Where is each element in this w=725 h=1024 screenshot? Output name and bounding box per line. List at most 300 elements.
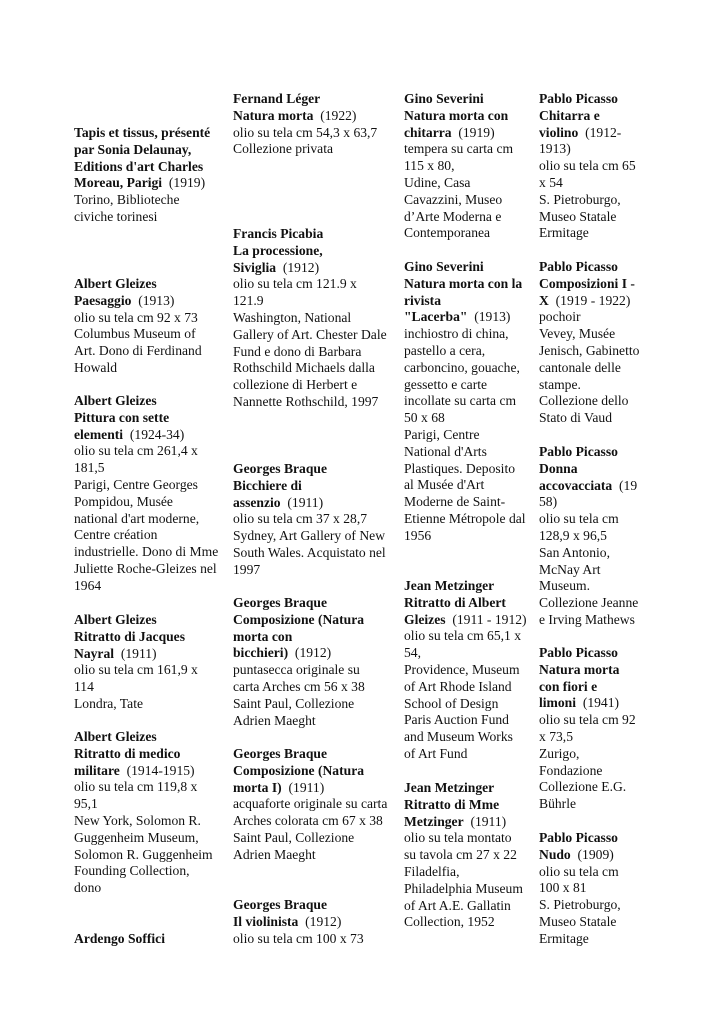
- entry-line: [74, 192, 232, 209]
- entry-line: [539, 712, 651, 729]
- entry-text: Torino, Biblioteche: [74, 192, 180, 208]
- entry-line: [74, 813, 232, 830]
- entry-text: al Musée d'Art: [404, 477, 485, 493]
- entry-line: [404, 141, 538, 158]
- entry-line: [74, 293, 232, 310]
- entry-line: [233, 746, 403, 763]
- entry-line: [539, 695, 651, 712]
- entry-line: [233, 629, 403, 646]
- entry-line: [233, 344, 403, 361]
- entry-text: S. Pietroburgo,: [539, 897, 621, 913]
- entry-line: [74, 276, 232, 293]
- entry-line: [74, 863, 232, 880]
- entry-bold-text: Albert Gleizes: [74, 393, 157, 408]
- entry-line: [404, 125, 538, 142]
- entry-line: [539, 847, 651, 864]
- entry-text: Collezione E.G.: [539, 779, 627, 795]
- entry-text: (19: [612, 477, 638, 493]
- entry-line: [404, 814, 538, 831]
- entry-bold-text: Natura morta con la: [404, 275, 523, 291]
- entry-line: [404, 864, 538, 881]
- entry-text: 50 x 68: [404, 410, 445, 426]
- entry-text: acquaforte originale su carta: [233, 796, 388, 812]
- artwork-entry: [74, 931, 232, 948]
- entry-line: [404, 175, 538, 192]
- entry-line: [233, 226, 403, 243]
- entry-line: [404, 276, 538, 293]
- entry-bold-text: Composizione (Natura: [233, 611, 365, 627]
- entry-text: incollate su carta cm: [404, 393, 517, 409]
- entry-line: [404, 91, 538, 108]
- entry-text: Founding Collection,: [74, 863, 190, 879]
- artwork-entry: [404, 578, 538, 763]
- entry-text: S. Pietroburgo,: [539, 191, 621, 207]
- entry-text: x 73,5: [539, 728, 573, 744]
- entry-line: [74, 578, 232, 595]
- entry-line: [233, 813, 403, 830]
- entry-text: Adrien Maeght: [233, 846, 316, 862]
- entry-line: [74, 746, 232, 763]
- entry-bold-text: elementi: [74, 426, 124, 442]
- entry-text: x 54: [539, 174, 563, 190]
- entry-line: [539, 746, 651, 763]
- entry-text: 95,1: [74, 796, 98, 812]
- entry-line: [74, 662, 232, 679]
- entry-text: Solomon R. Guggenheim: [74, 846, 213, 862]
- entry-bold-text: Tapis et tissus, présenté: [74, 125, 211, 140]
- entry-line: [233, 293, 403, 310]
- entry-line: [539, 309, 651, 326]
- entry-line: [74, 763, 232, 780]
- entry-bold-text: Albert Gleizes: [74, 729, 157, 744]
- entry-text: Moderne de Saint-: [404, 494, 506, 510]
- entry-text: and Museum Works: [404, 729, 513, 745]
- artwork-entry: [233, 746, 403, 864]
- entry-text: Jenisch, Gabinetto: [539, 342, 640, 358]
- entry-line: [74, 393, 232, 410]
- entry-text: Cavazzini, Museo: [404, 191, 503, 207]
- entry-text: (1919): [451, 124, 495, 140]
- entry-line: [404, 696, 538, 713]
- entry-bold-text: violino: [539, 124, 579, 140]
- entry-line: [233, 931, 403, 948]
- entry-text: Philadelphia Museum: [404, 880, 523, 896]
- entry-text: olio su tela cm 119,8 x: [74, 779, 198, 795]
- entry-line: [74, 125, 232, 142]
- entry-bold-text: Ritratto di Albert: [404, 594, 506, 610]
- entry-line: [233, 108, 403, 125]
- entry-line: [74, 544, 232, 561]
- entry-line: [233, 645, 403, 662]
- entry-line: [233, 511, 403, 528]
- entry-line: [404, 914, 538, 931]
- entry-bold-text: Metzinger: [404, 813, 464, 829]
- entry-bold-text: Gino Severini: [404, 91, 484, 106]
- entry-bold-text: Francis Picabia: [233, 226, 324, 241]
- entry-text: (1909): [570, 846, 614, 862]
- entry-line: [539, 343, 651, 360]
- entry-line: [539, 645, 651, 662]
- entry-line: [404, 746, 538, 763]
- entry-text: Collezione Jeanne: [539, 595, 639, 611]
- entry-text: (1911): [280, 494, 324, 510]
- entry-text: olio su tela cm 100 x 73: [233, 930, 364, 946]
- entry-line: [539, 612, 651, 629]
- entry-line: [539, 897, 651, 914]
- entry-line: [404, 427, 538, 444]
- entry-line: [539, 914, 651, 931]
- entry-line: [404, 595, 538, 612]
- artwork-entry: [233, 595, 403, 729]
- entry-line: [404, 209, 538, 226]
- entry-text: cantonale delle: [539, 359, 621, 375]
- entry-text: Arches colorata cm 67 x 38: [233, 813, 383, 829]
- entry-text: Collection, 1952: [404, 914, 495, 930]
- entry-bold-text: Georges Braque: [233, 746, 328, 761]
- entry-text: South Wales. Acquistato nel: [233, 544, 386, 560]
- entry-line: [74, 142, 232, 159]
- entry-line: [539, 360, 651, 377]
- entry-bold-text: Georges Braque: [233, 461, 328, 476]
- entry-line: [74, 679, 232, 696]
- entry-line: [539, 662, 651, 679]
- entry-bold-text: Gleizes: [404, 611, 446, 627]
- entry-line: [233, 830, 403, 847]
- entry-line: [233, 360, 403, 377]
- entry-text: Fondazione: [539, 762, 603, 778]
- entry-text: (1913): [131, 292, 175, 308]
- artwork-entry: [404, 259, 538, 545]
- entry-text: Museo Statale: [539, 208, 617, 224]
- entry-bold-text: Donna: [539, 460, 578, 476]
- entry-line: [74, 931, 232, 948]
- entry-line: [233, 276, 403, 293]
- entry-bold-text: Paesaggio: [74, 292, 132, 308]
- entry-text: olio su tela cm: [539, 511, 619, 527]
- entry-line: [233, 679, 403, 696]
- entry-bold-text: Natura morta con: [404, 107, 509, 123]
- entry-text: (1941): [576, 695, 620, 711]
- entry-bold-text: chitarra: [404, 124, 452, 140]
- entry-line: [404, 343, 538, 360]
- entry-line: [539, 377, 651, 394]
- entry-text: Contemporanea: [404, 225, 491, 241]
- entry-line: [74, 477, 232, 494]
- entry-line: [539, 796, 651, 813]
- entry-bold-text: par Sonia Delaunay,: [74, 141, 192, 157]
- entry-bold-text: Pablo Picasso: [539, 444, 618, 459]
- entry-line: [233, 780, 403, 797]
- entry-text: Parigi, Centre Georges: [74, 476, 198, 492]
- entry-text: Collezione dello: [539, 393, 629, 409]
- entry-text: National d'Arts: [404, 443, 487, 459]
- entry-text: pochoir: [539, 309, 581, 325]
- entry-bold-text: Composizione (Natura: [233, 762, 365, 778]
- entry-line: [404, 830, 538, 847]
- entry-line: [404, 377, 538, 394]
- entry-line: [233, 461, 403, 478]
- entry-line: [74, 629, 232, 646]
- entry-line: [233, 260, 403, 277]
- entry-line: [233, 327, 403, 344]
- entry-text: (1924-34): [123, 426, 185, 442]
- entry-line: [233, 528, 403, 545]
- entry-line: [233, 394, 403, 411]
- entry-text: civiche torinesi: [74, 208, 158, 224]
- artwork-entry: [233, 226, 403, 411]
- artwork-entry: [539, 91, 651, 242]
- artwork-entry: [74, 276, 232, 377]
- entry-text: olio su tela cm 54,3 x 63,7: [233, 124, 378, 140]
- entry-line: [404, 225, 538, 242]
- entry-line: [404, 158, 538, 175]
- entry-text: School of Design: [404, 695, 499, 711]
- entry-line: [539, 393, 651, 410]
- entry-bold-text: Nayral: [74, 645, 115, 661]
- entry-text: New York, Solomon R.: [74, 812, 201, 828]
- entry-text: Museum.: [539, 578, 590, 594]
- entry-text: olio su tela montato: [404, 830, 512, 846]
- entry-text: olio su tela cm 261,4 x: [74, 443, 198, 459]
- entry-text: gessetto e carte: [404, 376, 488, 392]
- entry-text: of Art Rhode Island: [404, 678, 512, 694]
- entry-line: [233, 91, 403, 108]
- entry-text: tempera su carta cm: [404, 141, 514, 157]
- entry-bold-text: Nudo: [539, 846, 571, 862]
- entry-text: olio su tela cm 65,1 x: [404, 628, 522, 644]
- entry-text: Londra, Tate: [74, 695, 144, 711]
- entry-text: Saint Paul, Collezione: [233, 829, 355, 845]
- entry-bold-text: militare: [74, 762, 120, 778]
- entry-bold-text: assenzio: [233, 494, 281, 510]
- entry-line: [539, 326, 651, 343]
- entry-line: [74, 460, 232, 477]
- entry-line: [404, 898, 538, 915]
- entry-text: 54,: [404, 645, 421, 661]
- entry-text: (1911): [114, 645, 157, 661]
- entry-bold-text: Albert Gleizes: [74, 276, 157, 291]
- entry-bold-text: Ritratto di Jacques: [74, 628, 186, 644]
- entry-line: [539, 729, 651, 746]
- entry-text: e Irving Mathews: [539, 611, 635, 627]
- entry-line: [404, 578, 538, 595]
- entry-line: [74, 612, 232, 629]
- entry-text: 114: [74, 679, 94, 695]
- entry-line: [539, 864, 651, 881]
- entry-line: [74, 561, 232, 578]
- entry-bold-text: con fiori e: [539, 678, 598, 694]
- entry-line: [539, 763, 651, 780]
- entry-text: Columbus Museum of: [74, 326, 196, 342]
- entry-text: 181,5: [74, 460, 105, 476]
- entry-text: (1914-1915): [119, 762, 195, 778]
- artwork-entry: [74, 729, 232, 897]
- entry-bold-text: Pablo Picasso: [539, 645, 618, 660]
- entry-bold-text: Chitarra e: [539, 107, 600, 123]
- entry-text: (1912): [288, 645, 332, 661]
- artwork-entry: [233, 897, 403, 947]
- entry-text: su tavola cm 27 x 22: [404, 847, 517, 863]
- entry-line: [233, 897, 403, 914]
- artwork-entry: [539, 645, 651, 813]
- entry-text: Parigi, Centre: [404, 426, 480, 442]
- entry-text: stampe.: [539, 376, 581, 392]
- entry-line: [539, 880, 651, 897]
- entry-line: [233, 847, 403, 864]
- entry-line: [233, 914, 403, 931]
- entry-line: [404, 511, 538, 528]
- entry-text: (1911): [281, 779, 325, 795]
- entry-text: olio su tela cm: [539, 863, 619, 879]
- entry-text: Stato di Vaud: [539, 410, 613, 426]
- entry-text: 115 x 80,: [404, 158, 455, 174]
- entry-line: [404, 108, 538, 125]
- entry-text: d’Arte Moderna e: [404, 208, 502, 224]
- entry-bold-text: Albert Gleizes: [74, 612, 157, 627]
- entry-line: [539, 259, 651, 276]
- entry-line: [404, 259, 538, 276]
- entry-line: [539, 562, 651, 579]
- entry-bold-text: Ardengo Soffici: [74, 931, 165, 946]
- entry-text: 1997: [233, 561, 261, 577]
- entry-text: Providence, Museum: [404, 661, 520, 677]
- entry-line: [539, 192, 651, 209]
- entry-bold-text: Georges Braque: [233, 897, 328, 912]
- entry-bold-text: Pablo Picasso: [539, 91, 618, 106]
- entry-line: [233, 763, 403, 780]
- entry-line: [539, 108, 651, 125]
- entry-line: [404, 712, 538, 729]
- entry-line: [539, 293, 651, 310]
- entry-text: Bührle: [539, 796, 576, 812]
- entry-line: [74, 511, 232, 528]
- entry-text: 1956: [404, 527, 432, 543]
- entry-text: puntasecca originale su: [233, 662, 360, 678]
- entry-line: [74, 360, 232, 377]
- entry-text: olio su tela cm 92 x 73: [74, 309, 198, 325]
- entry-line: [404, 293, 538, 310]
- entry-text: Juliette Roche-Gleizes nel: [74, 560, 217, 576]
- entry-text: (1911): [463, 813, 507, 829]
- entry-line: [74, 796, 232, 813]
- entry-line: [539, 444, 651, 461]
- entry-bold-text: Georges Braque: [233, 595, 328, 610]
- entry-bold-text: Jean Metzinger: [404, 780, 495, 795]
- entry-line: [74, 646, 232, 663]
- entry-text: 128,9 x 96,5: [539, 527, 607, 543]
- entry-text: 58): [539, 494, 558, 510]
- entry-line: [404, 679, 538, 696]
- entry-text: 121.9: [233, 293, 264, 309]
- entry-bold-text: Gino Severini: [404, 259, 484, 274]
- entry-line: [74, 527, 232, 544]
- entry-line: [233, 662, 403, 679]
- entry-bold-text: "Lacerba": [404, 309, 468, 325]
- entry-line: [74, 729, 232, 746]
- entry-bold-text: rivista: [404, 292, 441, 308]
- entry-text: Udine, Casa: [404, 174, 471, 190]
- entry-text: Rothschild Michaels dalla: [233, 360, 375, 376]
- artwork-entry: [539, 444, 651, 629]
- artwork-entry: [233, 461, 403, 579]
- entry-line: [233, 713, 403, 730]
- entry-text: Ermitage: [539, 225, 589, 241]
- entry-line: [233, 310, 403, 327]
- entry-bold-text: Ritratto di medico: [74, 745, 181, 761]
- artwork-entry: [74, 612, 232, 713]
- entry-bold-text: Pittura con sette: [74, 409, 170, 425]
- entry-line: [74, 343, 232, 360]
- entry-text: Museo Statale: [539, 913, 617, 929]
- entry-text: carta Arches cm 56 x 38: [233, 678, 365, 694]
- entry-text: national d'art moderne,: [74, 510, 200, 526]
- entry-line: [74, 209, 232, 226]
- entry-line: [539, 209, 651, 226]
- entry-line: [233, 696, 403, 713]
- entry-line: [404, 393, 538, 410]
- entry-text: olio su tela cm 161,9 x: [74, 662, 198, 678]
- entry-line: [404, 628, 538, 645]
- entry-bold-text: Pablo Picasso: [539, 259, 618, 274]
- entry-line: [539, 511, 651, 528]
- entry-line: [74, 696, 232, 713]
- entry-line: [404, 444, 538, 461]
- entry-text: (1912): [276, 259, 320, 275]
- entry-text: Nannette Rothschild, 1997: [233, 393, 379, 409]
- entry-line: [74, 427, 232, 444]
- entry-bold-text: Il violinista: [233, 913, 299, 929]
- entry-line: [539, 478, 651, 495]
- entry-bold-text: Fernand Léger: [233, 91, 321, 106]
- entry-bold-text: La processione,: [233, 242, 323, 258]
- entry-text: Fund e dono di Barbara: [233, 343, 362, 359]
- entry-text: industrielle. Dono di Mme: [74, 544, 219, 560]
- entry-text: olio su tela cm 92: [539, 712, 636, 728]
- entry-bold-text: limoni: [539, 695, 577, 711]
- entry-line: [539, 125, 651, 142]
- entry-line: [539, 494, 651, 511]
- entry-text: Adrien Maeght: [233, 712, 316, 728]
- entry-text: inchiostro di china,: [404, 326, 509, 342]
- entry-line: [404, 662, 538, 679]
- entry-line: [74, 494, 232, 511]
- entry-bold-text: morta con: [233, 628, 293, 644]
- entry-line: [539, 528, 651, 545]
- entry-line: [74, 830, 232, 847]
- artwork-entry: [539, 259, 651, 427]
- entry-bold-text: Composizioni I -: [539, 275, 635, 291]
- entry-line: [404, 410, 538, 427]
- entry-line: [74, 443, 232, 460]
- entry-line: [233, 562, 403, 579]
- entry-line: [74, 880, 232, 897]
- entry-line: [404, 360, 538, 377]
- entry-text: (1922): [313, 107, 357, 123]
- entry-line: [539, 175, 651, 192]
- entry-bold-text: bicchieri): [233, 645, 289, 661]
- entry-text: olio su tela cm 65: [539, 158, 636, 174]
- entry-bold-text: Natura morta: [233, 107, 314, 123]
- entry-line: [74, 847, 232, 864]
- entry-text: carboncino, gouache,: [404, 359, 520, 375]
- entry-bold-text: Ritratto di Mme: [404, 796, 500, 812]
- entry-line: [404, 477, 538, 494]
- entry-text: Art. Dono di Ferdinand: [74, 343, 202, 359]
- entry-line: [539, 276, 651, 293]
- entry-text: McNay Art: [539, 561, 601, 577]
- entry-text: Pompidou, Musée: [74, 493, 173, 509]
- entry-line: [539, 578, 651, 595]
